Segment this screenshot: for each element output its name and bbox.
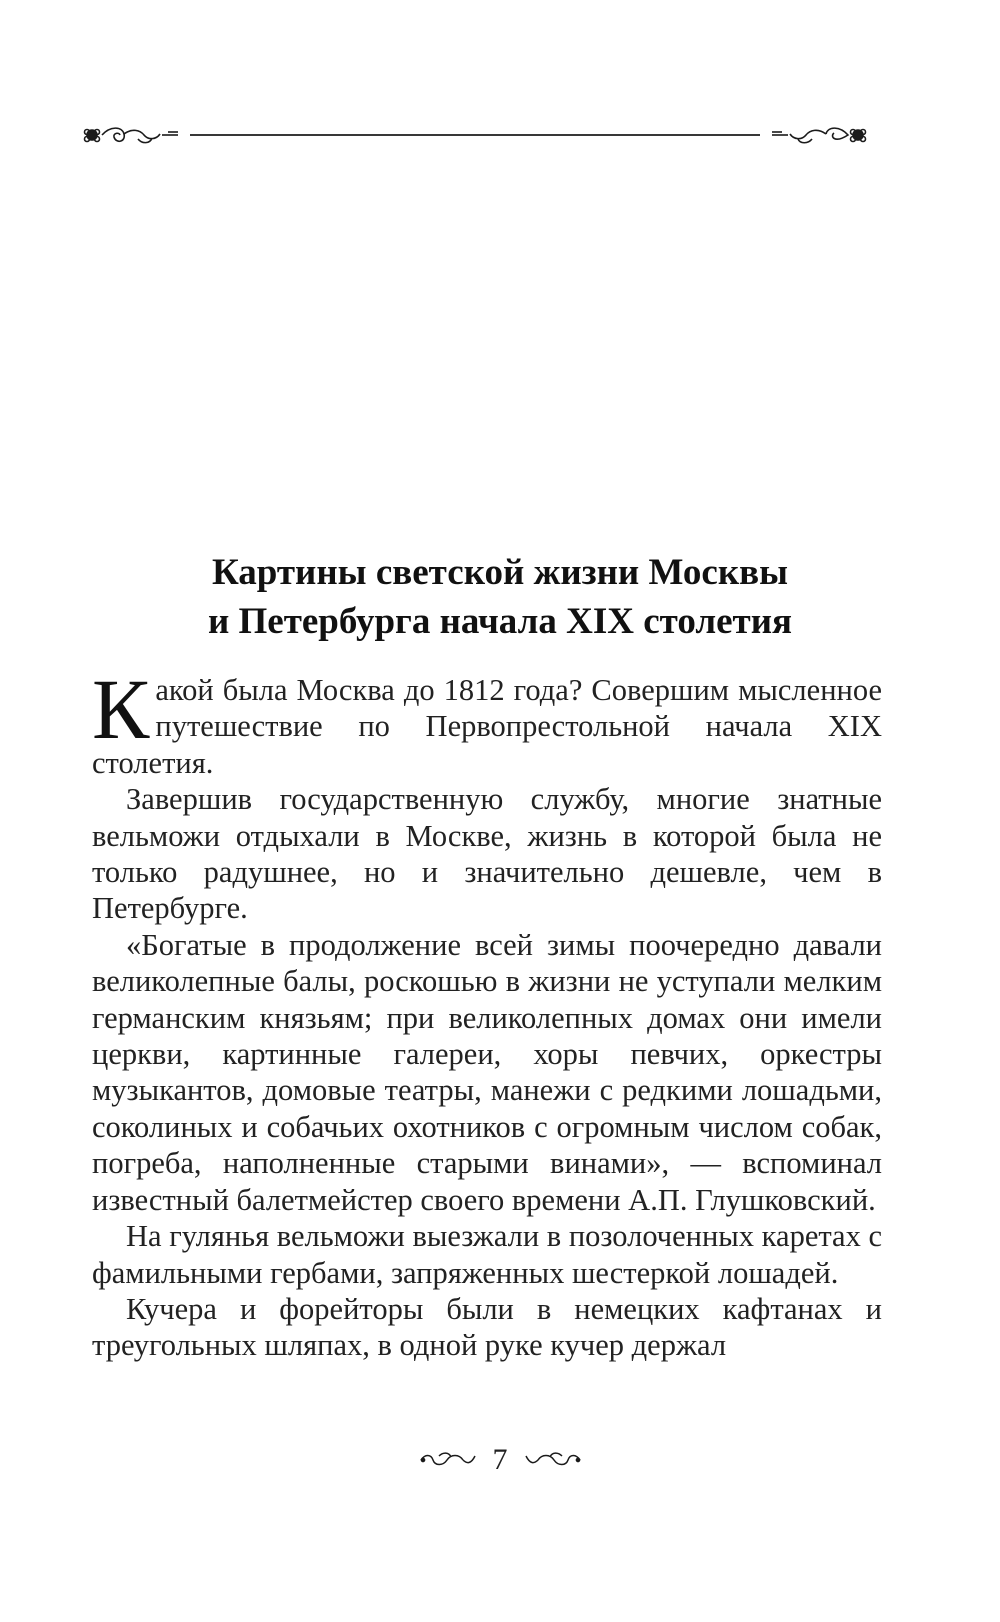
chapter-title [0,548,1000,646]
paragraph-5: Кучера и форейторы были в немецких кафтанах и треугольных шляпах, в одной руке кучер держал [92,1291,882,1363]
paragraph-1-text: акой была Москва до 1812 года? Совершим мысленное путешествие по Первопрестольной начала XIX столетия. [92,673,882,780]
flourish-left-icon [419,1448,479,1472]
drop-cap: К [92,661,150,757]
flourish-right-icon [522,1448,582,1472]
paragraph-2: Завершив государственную службу, многие знатные вельможи отдыхали в Москве, жизнь в которой была не только радушнее, но и значительно дешевле, чем в Петербурге. [92,782,882,926]
page-footer [0,1440,1000,1480]
chapter-title-line-1: Картины светской жизни Москвы [211,552,789,593]
paragraph-4: На гулянья вельможи выезжали в позолоченных каретах с фамильными гербами, запряженных шестеркой лошадей. [92,1219,883,1290]
paragraph-1 [92,661,882,781]
chapter-title-line-2: и Петербурга начала XIX столетия [207,601,793,642]
paragraph-3: «Богатые в продолжение всей зимы поочередно давали великолепные балы, роскошью в жизни не уступали мелким германским князьям; при великолепных домах они имели церкви, картинные галереи, хоры певчих, оркестры музыкантов, домовые театры, манежи с редкими лошадьми, соколиных и собачьих охотников с огромным числом собак, погреба, наполненные старыми винами», — вспоминал известный балетмейстер своего времени А.П. Глушковский. [92,927,882,1217]
ornamental-rule-icon [78,124,872,148]
body-text [92,661,883,1364]
page-number: 7 [492,1443,508,1476]
